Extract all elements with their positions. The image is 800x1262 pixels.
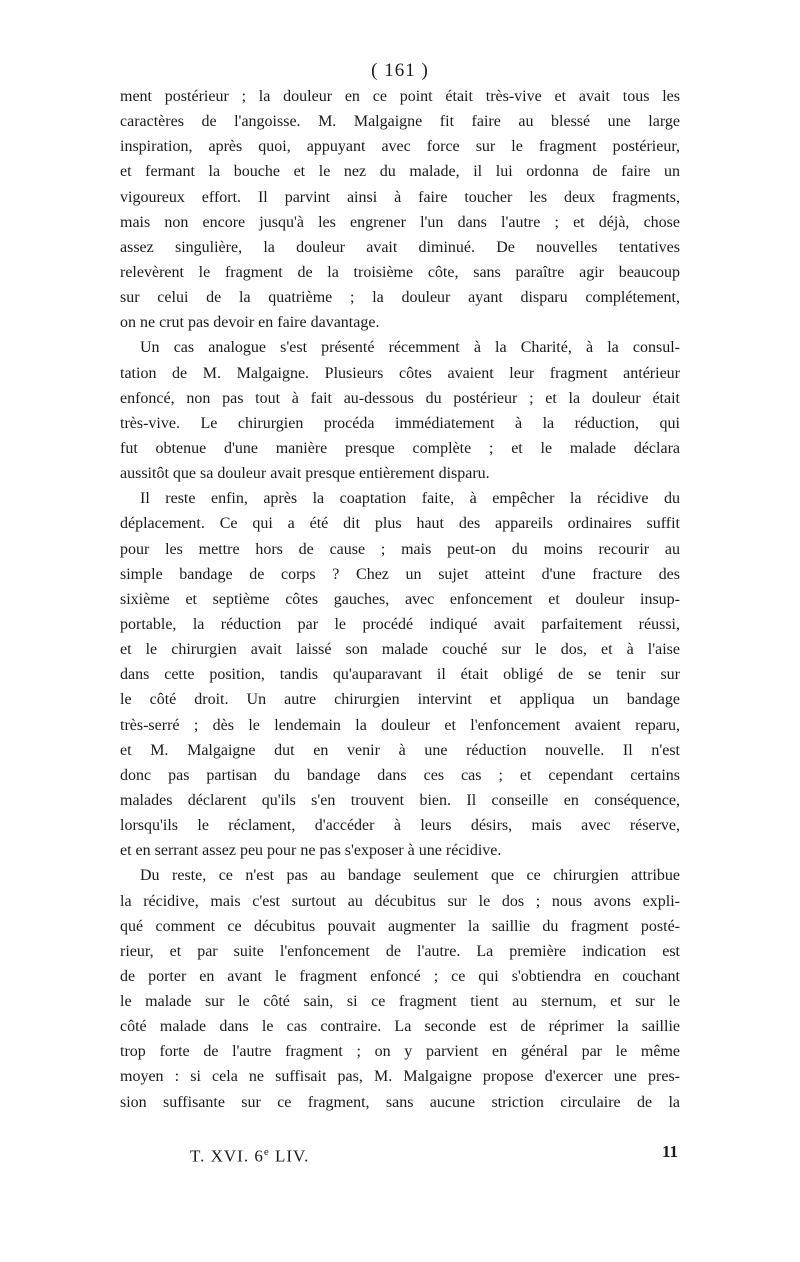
text-line: malades déclarent qu'ils s'en trouvent bien. Il conseille en conséquence, bbox=[120, 791, 680, 809]
text-line: Il reste enfin, après la coaptation faite, à empêcher la récidive du bbox=[140, 490, 680, 508]
text-line: on ne crut pas devoir en faire davantage. bbox=[120, 314, 380, 332]
text-line: assez singulière, la douleur avait diminué. De nouvelles tentatives bbox=[120, 238, 680, 256]
text-line: et M. Malgaigne dut en venir à une réduction nouvelle. Il n'est bbox=[120, 741, 680, 759]
text-line: la récidive, mais c'est surtout au décubitus sur le dos ; nous avons expli- bbox=[120, 892, 680, 910]
page-footer bbox=[120, 1139, 680, 1165]
text-line: ment postérieur ; la douleur en ce point était très-vive et avait tous les bbox=[120, 88, 680, 105]
paragraph bbox=[120, 339, 680, 490]
text-line: fut obtenue d'une manière presque complète ; et le malade déclara bbox=[120, 439, 680, 457]
text-line: qué comment ce décubitus pouvait augmenter la saillie du fragment posté- bbox=[120, 917, 680, 935]
signature-mark: T. XVI. 6e LIV. bbox=[190, 1146, 310, 1166]
text-line: vigoureux effort. Il parvint ainsi à faire toucher les deux fragments, bbox=[120, 188, 680, 206]
text-line: très-serré ; dès le lendemain la douleur et l'enfoncement avaient reparu, bbox=[120, 716, 680, 734]
text-line: et en serrant assez peu pour ne pas s'exposer à une récidive. bbox=[120, 842, 502, 860]
text-line: enfoncé, non pas tout à fait au-dessous du postérieur ; et la douleur était bbox=[120, 389, 680, 407]
sheet-number: 11 bbox=[661, 1142, 678, 1161]
text-line: Un cas analogue s'est présenté récemment à la Charité, à la consul- bbox=[140, 339, 680, 357]
text-line: le côté droit. Un autre chirurgien intervint et appliqua un bandage bbox=[120, 691, 680, 709]
text-line: tation de M. Malgaigne. Plusieurs côtes avaient leur fragment antérieur bbox=[120, 364, 680, 382]
text-line: caractères de l'angoisse. M. Malgaigne fit faire au blessé une large bbox=[120, 113, 680, 131]
body-text bbox=[120, 88, 680, 1119]
book-page bbox=[120, 58, 680, 1166]
text-line: et fermant la bouche et le nez du malade, il lui ordonna de faire un bbox=[120, 163, 680, 181]
text-line: le malade sur le côté sain, si ce fragment tient au sternum, et sur le bbox=[120, 993, 680, 1011]
text-line: pour les mettre hors de cause ; mais peut-on du moins recourir au bbox=[120, 540, 680, 558]
text-line: dans cette position, tandis qu'auparavant il était obligé de se tenir sur bbox=[120, 666, 680, 684]
text-line: simple bandage de corps ? Chez un sujet atteint d'une fracture des bbox=[120, 565, 680, 583]
text-line: très-vive. Le chirurgien procéda immédiatement à la réduction, qui bbox=[120, 414, 680, 432]
text-line: rieur, et par suite l'enfoncement de l'autre. La première indication est bbox=[120, 942, 680, 960]
text-line: relevèrent le fragment de la troisième côte, sans paraître agir beaucoup bbox=[120, 263, 680, 281]
text-line: mais non encore jusqu'à les engrener l'un dans l'autre ; et déjà, chose bbox=[120, 213, 680, 231]
text-line: sion suffisante sur ce fragment, sans aucune striction circulaire de la bbox=[120, 1093, 680, 1111]
text-line: portable, la réduction par le procédé indiqué avait parfaitement réussi, bbox=[120, 615, 680, 633]
text-line: inspiration, après quoi, appuyant avec force sur le fragment postérieur, bbox=[120, 138, 680, 156]
paragraph bbox=[120, 490, 680, 867]
paragraph bbox=[120, 867, 680, 1118]
text-line: déplacement. Ce qui a été dit plus haut des appareils ordinaires suffit bbox=[120, 515, 680, 533]
text-line: aussitôt que sa douleur avait presque entièrement disparu. bbox=[120, 465, 490, 483]
page-number: ( 161 ) bbox=[371, 60, 429, 81]
text-line: trop forte de l'autre fragment ; on y parvient en général par le même bbox=[120, 1043, 680, 1061]
text-line: lorsqu'ils le réclament, d'accéder à leurs désirs, mais avec réserve, bbox=[120, 817, 680, 835]
text-line: moyen : si cela ne suffisait pas, M. Malgaigne propose d'exercer une pres- bbox=[120, 1068, 680, 1086]
text-line: Du reste, ce n'est pas au bandage seulement que ce chirurgien attribue bbox=[140, 867, 680, 885]
text-line: sur celui de la quatrième ; la douleur ayant disparu complétement, bbox=[120, 289, 680, 307]
text-line: côté malade dans le cas contraire. La seconde est de réprimer la saillie bbox=[120, 1018, 680, 1036]
text-line: donc pas partisan du bandage dans ces cas ; et cependant certains bbox=[120, 766, 680, 784]
text-line: et le chirurgien avait laissé son malade couché sur le dos, et à l'aise bbox=[120, 641, 680, 659]
paragraph bbox=[120, 88, 680, 339]
text-line: sixième et septième côtes gauches, avec enfoncement et douleur insup- bbox=[120, 590, 680, 608]
text-line: de porter en avant le fragment enfoncé ; ce qui s'obtiendra en couchant bbox=[120, 967, 680, 985]
